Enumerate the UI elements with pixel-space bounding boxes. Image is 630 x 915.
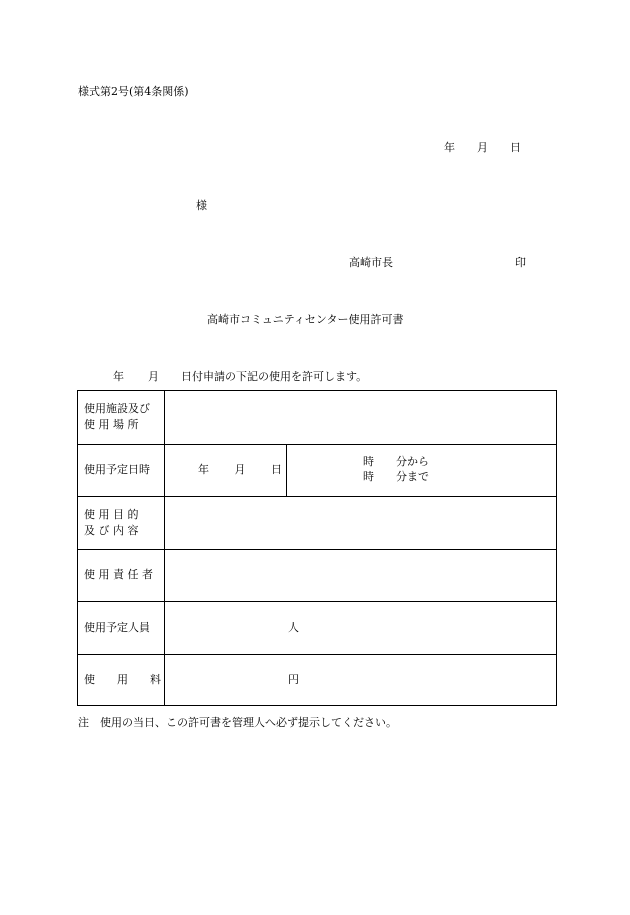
row-fee: [78, 654, 556, 705]
intro-line: [113, 370, 367, 384]
intro-text: 日付申請の下記の使用を許可します。: [181, 370, 368, 383]
date-day-label: 日: [510, 141, 521, 154]
footnote: 注 使用の当日、この許可書を管理人へ必ず提示してください。: [78, 716, 397, 729]
schedule-date: 年 月 日: [198, 463, 282, 476]
addressee-suffix: 様: [196, 199, 207, 212]
row-facility: [78, 391, 556, 444]
form-number: 様式第2号(第4条関係): [78, 85, 189, 98]
row-schedule: [78, 444, 556, 496]
facility-label: 使用施設及び 使 用 場 所: [78, 391, 165, 444]
responsible-person-label: 使 用 責 任 者: [78, 550, 165, 601]
fee-unit: 円: [288, 673, 299, 686]
permit-table: [77, 390, 557, 706]
date-month-label: 月: [477, 141, 488, 154]
schedule-from-time: 時 分から: [363, 455, 429, 468]
attendees-unit: 人: [288, 621, 299, 634]
purpose-label: 使 用 目 的 及 び 内 容: [78, 497, 165, 549]
intro-year-label: 年: [113, 370, 124, 383]
row-responsible-person: [78, 549, 556, 601]
fee-label: 使 用 料: [78, 655, 165, 705]
intro-month-label: 月: [148, 370, 159, 383]
row-attendees: [78, 601, 556, 654]
date-year-label: 年: [444, 141, 455, 154]
document-title: 高崎市コミュニティセンター使用許可書: [207, 313, 404, 326]
schedule-label: 使用予定日時: [78, 445, 165, 496]
row-purpose: [78, 496, 556, 549]
schedule-to-time: 時 分まで: [363, 470, 429, 483]
issuer-name: 高崎市長: [349, 256, 393, 269]
issue-date: [444, 141, 521, 155]
schedule-divider: [286, 445, 287, 496]
seal-mark: 印: [515, 256, 526, 269]
attendees-label: 使用予定人員: [78, 602, 165, 654]
